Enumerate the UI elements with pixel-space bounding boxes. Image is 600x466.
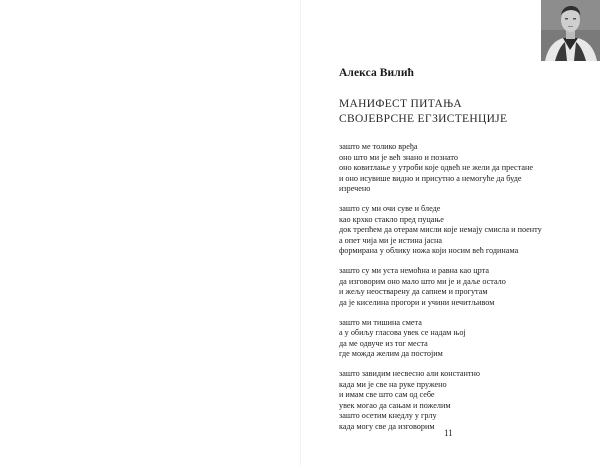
stanza-5: [339, 369, 579, 432]
poem-line: зашто су ми очи суве и бледе: [339, 204, 441, 213]
poem-line: зашто ме толико вређа: [339, 142, 418, 151]
poem-line: зашто осетим кнедлу у грлу: [339, 411, 437, 420]
poem-title-line-2: СВОЈЕВРСНЕ ЕГЗИСТЕНЦИЈЕ: [339, 113, 508, 125]
author-photo: [541, 0, 600, 61]
author-portrait-image: [541, 0, 600, 61]
poem-line: а у обиљу гласова увек се надам њој: [339, 328, 466, 337]
poem-line: да изговорим оно мало што ми је и даље остало: [339, 276, 506, 286]
poem-line: где можда желим да постојим: [339, 349, 443, 358]
poem-line: оно ковитлање у утроби које одвећ не жели да престане: [339, 163, 534, 172]
page-number: 11: [444, 428, 453, 438]
stanza-2: [339, 204, 579, 257]
poem-line: када ми је све на руке пружено: [339, 379, 447, 389]
poem-line: да је киселина прогори и учини нечитљивом: [339, 297, 495, 307]
poem-body: [339, 142, 579, 442]
poem-line: да ме одвуче из тог места: [339, 338, 428, 348]
stanza-1: [339, 142, 579, 195]
poem-line: а опет чија ми је истина јасна: [339, 235, 443, 245]
poem-line: и жељу неостварену да сапнем и прогутам: [339, 287, 488, 296]
poem-line: формирана у облику ножа који носим већ годинама: [339, 246, 519, 255]
poem-line: као крхко стакло пред пуцање: [339, 214, 444, 224]
poem-line: зашто су ми уста немоћна и равна као црта: [339, 266, 489, 275]
stanza-4: [339, 318, 579, 360]
poem-line: изречено: [339, 184, 371, 193]
poem-line: увек могао да сањам и пожелим: [339, 400, 451, 410]
poem-title-line-1: МАНИФЕСТ ПИТАЊА: [339, 98, 463, 110]
poem-line: док трепћем да отерам мисли које немају смисла и поенту: [339, 225, 542, 234]
poem-line: зашто завидим несвесно али константно: [339, 369, 480, 378]
poem-line: и оно исувише видно и присутно а немогуће да буде: [339, 173, 522, 183]
stanza-3: [339, 266, 579, 308]
poem-line: када могу све да изговорим: [339, 421, 435, 431]
poem-line: оно што ми је већ знано и познато: [339, 152, 458, 162]
poem-line: и имам све што сам од себе: [339, 390, 435, 399]
page-spine: [300, 0, 301, 466]
poem-title: [339, 97, 507, 127]
author-name: Алекса Вилић: [339, 67, 415, 79]
poem-line: зашто ми тишина смета: [339, 317, 422, 327]
